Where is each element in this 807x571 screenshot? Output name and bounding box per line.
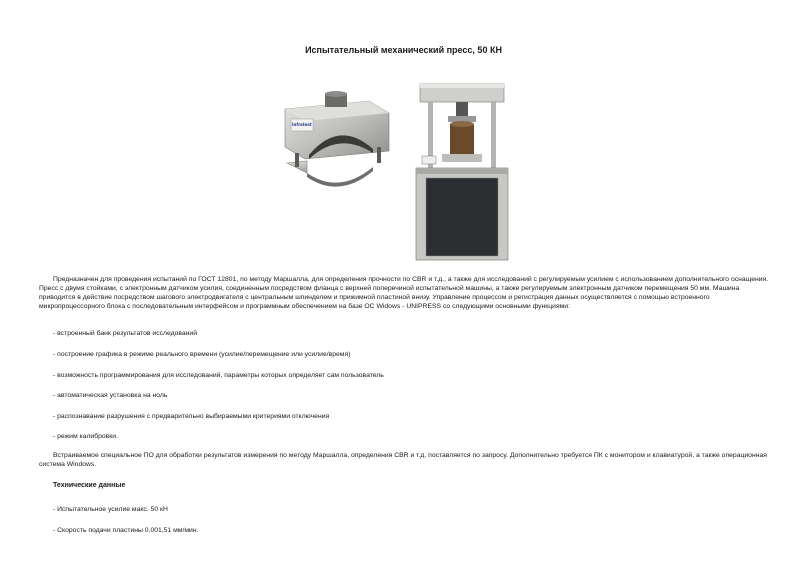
- function-item: - режим калибровки.: [53, 433, 118, 440]
- page-title: Испытательный механический пресс, 50 КН: [305, 45, 502, 55]
- product-images: [0, 78, 807, 268]
- function-item: - возможность программирования для исследований, параметры которых определяет сам пользователь: [53, 372, 384, 379]
- specs-heading: Технические данные: [53, 482, 126, 489]
- function-item: - встроенный банк результатов исследований: [53, 330, 198, 337]
- software-paragraph: Встраиваемое специальное ПО для обработки результатов измерения по методу Маршалла, определения CBR и т.д. поставляется по запросу. Дополнительно требуется ПК с монитором и клавиатурой, а также операционная система Windows.: [39, 452, 767, 468]
- function-item: - автоматическая установка на ноль: [53, 392, 168, 399]
- intro-paragraph: Предназначен для проведения испытаний по ГОСТ 12801, по методу Маршалла, для определения прочности по CBR и т.д., а также для исследований с регулируемым усилием с использованием дополнительного оснащения. Пресс с двумя стойками, с электронным датчиком усилия, соединенным посредством фланца с верхней поперечиной испытательной машины, а также регулируемым электронным датчиком перемещения 50 мм. Машина приводится в действие посредством шагового электродвигателя с центральным шпинделем и прижимной пластиной внизу. Управление процессом и регистрация данных осуществляется с помощью встроенного микропроцессорного блока с последовательным интерфейсом и программным обеспечением на базе ОС Widows - UNIPRESS со следующими основными функциями:: [39, 276, 769, 310]
- press-machine-image: [412, 78, 512, 264]
- marshall-test-head-image: [277, 91, 395, 209]
- spec-item: - Испытательное усилие макс. 50 кН: [53, 506, 168, 513]
- spec-item: - Скорость подачи пластины 0.001,51 мм/мин.: [53, 527, 199, 534]
- logo-text: Infratest: [292, 122, 312, 127]
- function-item: - распознавание разрушения с предварительно выбираемыми критериями отключения: [53, 413, 330, 420]
- function-item: - построение графика в режиме реального времени (усилие/перемещение или усилие/время): [53, 351, 351, 358]
